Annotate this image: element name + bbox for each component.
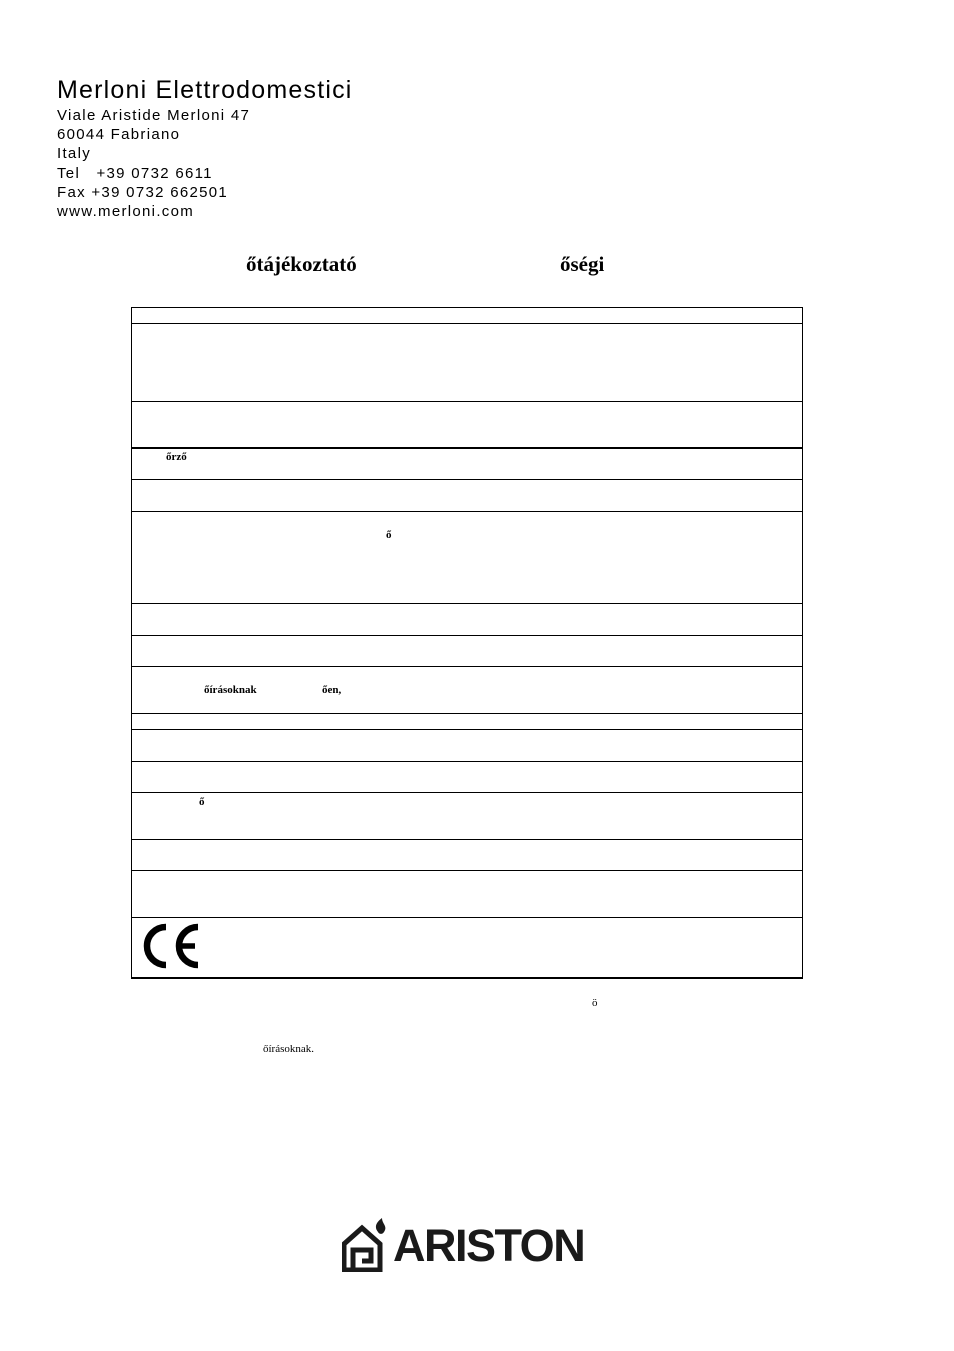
company-block (57, 74, 353, 221)
declaration-table (131, 307, 803, 979)
ariston-house-flame-icon (342, 1218, 390, 1272)
table-row (132, 666, 802, 713)
table-row (132, 308, 802, 323)
row-label-eloirasoknak: őírásoknak (204, 684, 257, 696)
table-row (132, 447, 802, 479)
address-country: Italy (57, 145, 92, 163)
table-row (132, 713, 802, 729)
table-row (132, 479, 802, 511)
row-label-o2: ő (199, 796, 205, 808)
row-label-megfeleloen: ően, (322, 684, 342, 696)
table-row (132, 792, 802, 839)
ariston-logo (342, 1218, 624, 1272)
address-fax: Fax +39 0732 662501 (57, 183, 229, 201)
footnote-b: őírásoknak. (263, 1043, 315, 1055)
table-row (132, 761, 802, 792)
table-row (132, 323, 802, 401)
ce-mark-icon (140, 923, 200, 969)
document-title-right: őségi (560, 252, 605, 276)
address-website: www.merloni.com (57, 203, 195, 221)
table-row (132, 729, 802, 761)
footnote-a: ö (592, 997, 598, 1009)
document-title-left: őtájékoztató (246, 252, 357, 276)
row-label-orzo: őrző (166, 451, 187, 463)
address-city: 60044 Fabriano (57, 126, 181, 144)
table-row (132, 511, 802, 603)
table-row (132, 401, 802, 447)
brand-name: ARISTON (393, 1220, 585, 1271)
table-row (132, 603, 802, 635)
address-phone: Tel +39 0732 6611 (57, 164, 213, 182)
table-row (132, 635, 802, 666)
company-name: Merloni Elettrodomestici (57, 76, 353, 104)
table-row (132, 839, 802, 870)
table-row (132, 870, 802, 917)
address-street: Viale Aristide Merloni 47 (57, 107, 251, 124)
row-label-o: ő (386, 529, 392, 541)
table-row (132, 917, 802, 977)
